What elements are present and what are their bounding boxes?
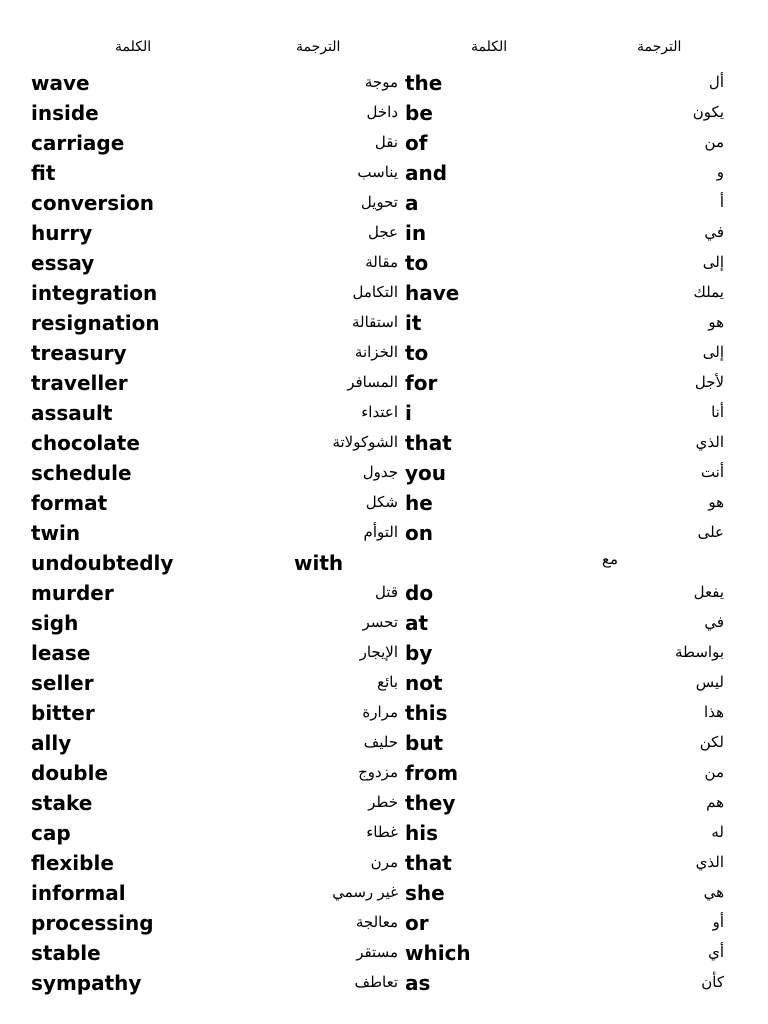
arabic-translation-right: من <box>704 134 724 151</box>
arabic-translation-left: عجل <box>368 224 398 241</box>
english-word-right: that <box>405 851 452 875</box>
table-row <box>0 398 768 428</box>
table-row <box>0 68 768 98</box>
english-word-left: stable <box>31 941 101 965</box>
english-word-right: on <box>405 521 433 545</box>
english-word-left: integration <box>31 281 158 305</box>
english-word-right: they <box>405 791 456 815</box>
arabic-translation-left: مرارة <box>362 704 398 721</box>
english-word-left: ally <box>31 731 72 755</box>
english-word-right: a <box>405 191 419 215</box>
arabic-translation-left: حليف <box>363 734 398 751</box>
arabic-translation-right: يملك <box>693 284 724 301</box>
english-word-right: by <box>405 641 433 665</box>
table-row <box>0 698 768 728</box>
english-word-left: chocolate <box>31 431 140 455</box>
table-row <box>0 938 768 968</box>
table-row <box>0 518 768 548</box>
arabic-translation-right: على <box>697 524 724 541</box>
header-word-right: الكلمة <box>471 38 508 54</box>
table-row <box>0 668 768 698</box>
english-word-right: but <box>405 731 444 755</box>
arabic-translation-left: مقالة <box>365 254 398 271</box>
arabic-translation-right: أ <box>719 194 724 211</box>
english-word-left: schedule <box>31 461 132 485</box>
arabic-translation-right: أو <box>712 914 724 931</box>
arabic-translation-right: و <box>716 164 724 181</box>
english-word-left: sigh <box>31 611 79 635</box>
english-word-right: of <box>405 131 428 155</box>
vocabulary-table <box>0 68 768 998</box>
arabic-translation-left: مرن <box>370 854 398 871</box>
arabic-translation-right: أنا <box>711 404 724 421</box>
english-word-right: not <box>405 671 443 695</box>
table-row <box>0 158 768 188</box>
arabic-translation-left: يناسب <box>357 164 398 181</box>
header-word-left: الكلمة <box>115 38 152 54</box>
english-word-right: you <box>405 461 447 485</box>
arabic-translation-right: الذي <box>695 854 724 871</box>
arabic-translation-right: هي <box>703 884 724 901</box>
arabic-translation-left: مزدوج <box>358 764 398 781</box>
arabic-translation-right: يكون <box>692 104 724 121</box>
english-word-left: processing <box>31 911 154 935</box>
english-word-right: in <box>405 221 427 245</box>
english-word-right: to <box>405 251 429 275</box>
english-word-left: assault <box>31 401 113 425</box>
english-word-right: from <box>405 761 459 785</box>
english-word-left: conversion <box>31 191 155 215</box>
table-row <box>0 188 768 218</box>
english-word-left: carriage <box>31 131 125 155</box>
arabic-translation-right: الذي <box>695 434 724 451</box>
table-row <box>0 638 768 668</box>
english-word-left: seller <box>31 671 94 695</box>
english-word-left: format <box>31 491 108 515</box>
header-translation-right: الترجمة <box>637 38 682 54</box>
english-word-right: be <box>405 101 433 125</box>
table-row <box>0 968 768 998</box>
english-word-left: inside <box>31 101 99 125</box>
arabic-translation-right: يفعل <box>693 584 724 601</box>
english-word-left: sympathy <box>31 971 142 995</box>
arabic-translation-left: شكل <box>365 494 398 511</box>
header-translation-left: الترجمة <box>296 38 341 54</box>
english-word-left: resignation <box>31 311 160 335</box>
table-row <box>0 548 768 578</box>
arabic-translation-right: إلى <box>702 254 724 271</box>
table-row <box>0 218 768 248</box>
english-word-left: twin <box>31 521 81 545</box>
english-word-left: double <box>31 761 109 785</box>
arabic-translation-left: مستقر <box>356 944 398 961</box>
english-word-left: stake <box>31 791 93 815</box>
english-word-left: fit <box>31 161 56 185</box>
table-row <box>0 488 768 518</box>
arabic-translation-left: التكامل <box>352 284 398 301</box>
arabic-translation-right: هم <box>706 794 724 811</box>
table-row <box>0 878 768 908</box>
english-word-right: or <box>405 911 429 935</box>
english-word-left: bitter <box>31 701 95 725</box>
english-word-right: the <box>405 71 443 95</box>
english-word-left: lease <box>31 641 91 665</box>
english-word-right: have <box>405 281 460 305</box>
table-row <box>0 278 768 308</box>
english-word-left: wave <box>31 71 90 95</box>
english-word-left: cap <box>31 821 71 845</box>
table-row <box>0 248 768 278</box>
table-row <box>0 608 768 638</box>
arabic-translation-left: المسافر <box>347 374 398 391</box>
table-row <box>0 728 768 758</box>
arabic-translation-right: لأجل <box>694 374 724 391</box>
english-word-right: which <box>405 941 471 965</box>
arabic-translation-right: أي <box>708 944 724 961</box>
arabic-translation-right: أنت <box>700 464 724 481</box>
arabic-translation-left: الخزانة <box>354 344 398 361</box>
table-row <box>0 758 768 788</box>
arabic-translation-right: هذا <box>704 704 724 721</box>
english-word-right: and <box>405 161 448 185</box>
arabic-translation-left: موجة <box>364 74 398 91</box>
english-word-right: as <box>405 971 431 995</box>
arabic-translation-right: بواسطة <box>674 644 724 661</box>
arabic-translation-left: استقالة <box>351 314 398 331</box>
arabic-translation-left: داخل <box>366 104 398 121</box>
arabic-translation-right: من <box>704 764 724 781</box>
table-row <box>0 908 768 938</box>
arabic-translation-right: إلى <box>702 344 724 361</box>
arabic-translation-left: خطر <box>368 794 398 811</box>
arabic-translation-left: تحسر <box>362 614 398 631</box>
english-word-right: to <box>405 341 429 365</box>
arabic-translation-left: اعتداء <box>361 404 398 421</box>
table-row <box>0 308 768 338</box>
arabic-translation-left: تحويل <box>360 194 398 211</box>
english-word-right: that <box>405 431 452 455</box>
table-row <box>0 788 768 818</box>
english-word-right: for <box>405 371 438 395</box>
table-row <box>0 848 768 878</box>
english-word-left: essay <box>31 251 95 275</box>
english-word-right: at <box>405 611 429 635</box>
english-word-left: hurry <box>31 221 93 245</box>
english-word-right: she <box>405 881 445 905</box>
arabic-translation-left: نقل <box>374 134 398 151</box>
arabic-translation-right: أل <box>708 74 724 91</box>
table-header <box>0 38 768 60</box>
arabic-translation-right: كأن <box>701 974 724 991</box>
arabic-translation-left: جدول <box>362 464 398 481</box>
english-word-left: informal <box>31 881 126 905</box>
arabic-translation-left: قتل <box>374 584 398 601</box>
arabic-translation-left: غير رسمي <box>332 884 398 901</box>
arabic-translation-right: مع <box>601 551 618 568</box>
arabic-translation-right: ليس <box>695 674 724 691</box>
arabic-translation-left: تعاطف <box>354 974 398 991</box>
english-word-right: his <box>405 821 438 845</box>
arabic-translation-right: لكن <box>699 734 724 751</box>
arabic-translation-right: له <box>711 824 724 841</box>
table-row <box>0 338 768 368</box>
english-word-left: traveller <box>31 371 128 395</box>
english-word-right: he <box>405 491 433 515</box>
english-word-left: undoubtedly <box>31 551 174 575</box>
table-row <box>0 818 768 848</box>
arabic-translation-right: هو <box>708 314 724 331</box>
english-word-right: do <box>405 581 434 605</box>
arabic-translation-left: بائع <box>377 674 398 691</box>
english-word-left: treasury <box>31 341 127 365</box>
english-word-right: i <box>405 401 412 425</box>
english-word-right: with <box>294 551 344 575</box>
english-word-left: flexible <box>31 851 114 875</box>
table-row <box>0 368 768 398</box>
table-row <box>0 128 768 158</box>
arabic-translation-left: معالجة <box>355 914 398 931</box>
arabic-translation-right: في <box>704 224 724 241</box>
arabic-translation-right: هو <box>708 494 724 511</box>
arabic-translation-left: غطاء <box>366 824 398 841</box>
table-row <box>0 578 768 608</box>
table-row <box>0 428 768 458</box>
arabic-translation-left: الإيجار <box>359 644 398 661</box>
table-row <box>0 458 768 488</box>
arabic-translation-left: الشوكولاتة <box>332 434 398 451</box>
arabic-translation-left: التوأم <box>363 524 398 541</box>
table-row <box>0 98 768 128</box>
english-word-left: murder <box>31 581 114 605</box>
english-word-right: this <box>405 701 448 725</box>
english-word-right: it <box>405 311 422 335</box>
arabic-translation-right: في <box>704 614 724 631</box>
